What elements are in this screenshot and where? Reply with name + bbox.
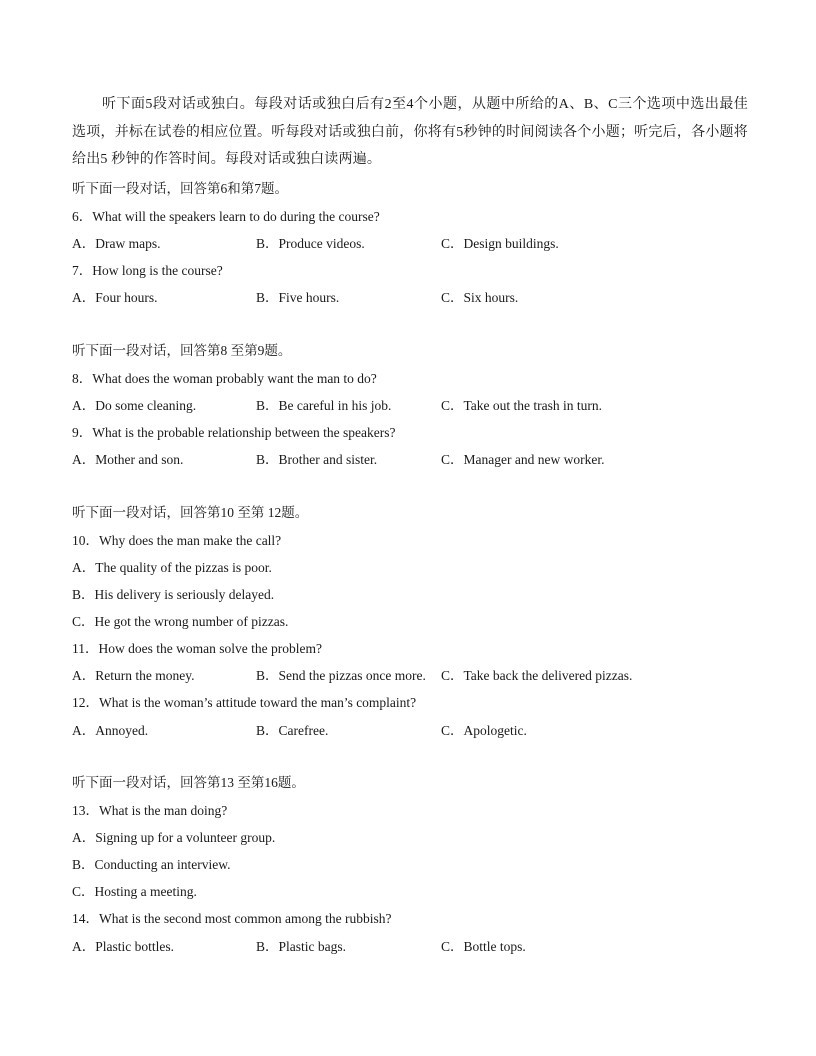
question-stem: 13．What is the man doing? [72,803,228,818]
option-c: C．Manager and new worker. [441,452,605,467]
option-a: A．Do some cleaning. [72,398,197,413]
option-a: A．Annoyed. [72,723,149,738]
option-b: B．Conducting an interview. [72,857,231,872]
option-a: A．Signing up for a volunteer group. [72,830,276,845]
question-stem: 12．What is the woman’s attitude toward the man’s complaint? [72,695,417,710]
option-b: B．Send the pizzas once more. [256,668,426,683]
question-stem: 6．What will the speakers learn to do during the course? [72,209,380,224]
section-heading: 听下面一段对话，回答第13 至第16题。 [72,775,305,790]
option-b: B．Brother and sister. [256,452,378,467]
option-b: B．Carefree. [256,723,329,738]
option-c: C．Take back the delivered pizzas. [441,668,633,683]
option-b: B．Be careful in his job. [256,398,392,413]
option-a: A．Four hours. [72,290,158,305]
option-a: A．Draw maps. [72,236,161,251]
question-stem: 7．How long is the course? [72,263,223,278]
option-c: C．Hosting a meeting. [72,884,197,899]
question-stem: 9．What is the probable relationship between the speakers? [72,425,396,440]
option-b: B．Produce videos. [256,236,365,251]
section-heading: 听下面一段对话，回答第10 至第 12题。 [72,505,309,520]
option-b: B．His delivery is seriously delayed. [72,587,275,602]
question-stem: 11．How does the woman solve the problem? [72,641,322,656]
option-c: C．Apologetic. [441,723,527,738]
option-c: C．He got the wrong number of pizzas. [72,614,289,629]
section-heading: 听下面一段对话，回答第8 至第9题。 [72,343,292,358]
option-a: A．Mother and son. [72,452,184,467]
option-a: A．The quality of the pizzas is poor. [72,560,272,575]
option-c: C．Take out the trash in turn. [441,398,603,413]
option-b: B．Five hours. [256,290,340,305]
option-b: B．Plastic bags. [256,939,346,954]
option-a: A．Return the money. [72,668,195,683]
option-a: A．Plastic bottles. [72,939,174,954]
question-stem: 8．What does the woman probably want the man to do? [72,371,377,386]
option-c: C．Bottle tops. [441,939,526,954]
question-stem: 10．Why does the man make the call? [72,533,282,548]
instructions-paragraph: 听下面5段对话或独白。每段对话或独白后有2至4个小题，从题中所给的A、B、C三个选项中选出最佳选项，并标在试卷的相应位置。听每段对话或独白前，你将有5秒钟的时间阅读各个小题；听完后，各小题将给出5 秒钟的作答时间。每段对话或独白读两遍。 [72,97,748,167]
option-c: C．Six hours. [441,290,519,305]
section-heading: 听下面一段对话，回答第6和第7题。 [72,181,288,196]
question-stem: 14．What is the second most common among the rubbish? [72,911,392,926]
option-c: C．Design buildings. [441,236,559,251]
